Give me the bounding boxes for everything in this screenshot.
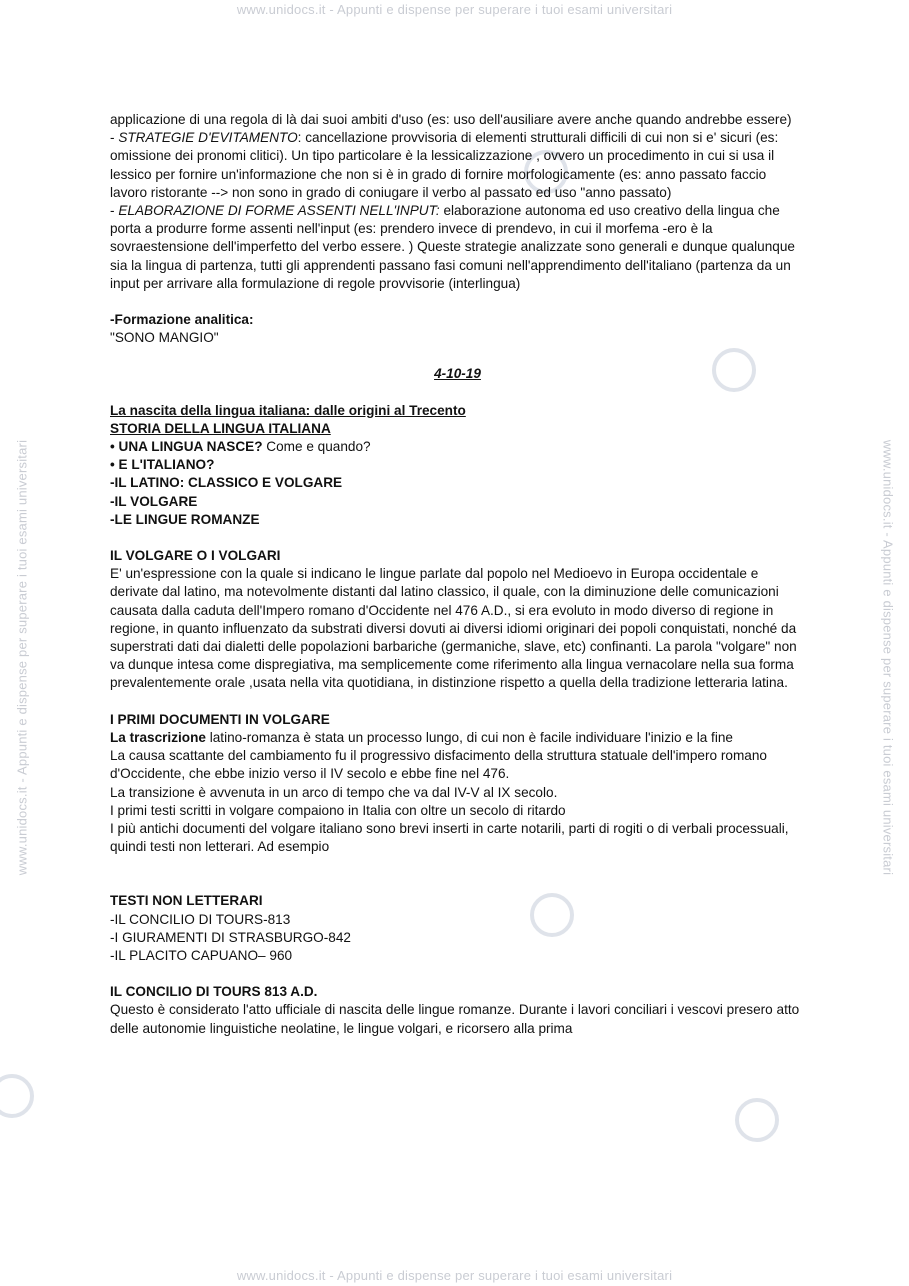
outline-item: • UNA LINGUA NASCE? Come e quando? [110,439,371,455]
testi-item: -I GIURAMENTI DI STRASBURGO-842 [110,929,351,945]
testi-item: -IL CONCILIO DI TOURS-813 [110,911,291,927]
outline-item: -IL VOLGARE [110,493,198,509]
watermark-side-left: www.unidocs.it - Appunti e dispense per superare i tuoi esami universitari [14,439,30,876]
testi-heading: TESTI NON LETTERARI [110,893,263,909]
watermark-logo-icon [0,1074,34,1118]
lecture-date: 4-10-19 [434,366,481,382]
watermark-logo-icon [735,1098,779,1142]
documenti-paragraph: I primi testi scritti in volgare compaiono in Italia con oltre un secolo di ritardo [110,802,566,818]
watermark-header: www.unidocs.it - Appunti e dispense per superare i tuoi esami universitari [236,2,673,17]
formazione-heading: -Formazione analitica: [110,312,254,328]
intro-paragraph: applicazione di una regola di là dai suoi ambiti d'uso (es: uso dell'ausiliare avere anche quando andrebbe essere) [110,112,792,127]
section-subtitle: STORIA DELLA LINGUA ITALIANA [110,420,331,436]
volgare-paragraph: E' un'espressione con la quale si indicano le lingue parlate dal popolo nel Medioevo in Europa occidentale e derivate dal latino, ma notevolmente distanti dal latino classico, il quale, con la diminuzione delle comunicazioni causata dalla caduta dell'Impero romano d'Occidente nel 476 A.D., si era evoluto in modo diverso di regione in regione, in quanto influenzato da substrati diversi dovuti ai diversi idiomi originari dei popoli conquistati, nonché da superstrati dati dai dialetti delle popolazioni barbariche (germaniche, slave, etc) confinanti. La parola "volgare" non va dunque intesa come dispregiativa, ma semplicemente come riferimento alla lingua vernacolare nella sua forma prevalentemente orale ,usata nella vita quotidiana, in distinzione rispetto a quella della tradizione letteraria latina. [110,566,797,691]
documenti-paragraph: La trascrizione latino-romanza è stata un processo lungo, di cui non è facile individuare l'inizio e la fine [110,729,733,745]
volgare-heading: IL VOLGARE O I VOLGARI [110,548,281,564]
testi-item: -IL PLACITO CAPUANO– 960 [110,947,293,963]
section-title: La nascita della lingua italiana: dalle origini al Trecento [110,402,466,418]
concilio-heading: IL CONCILIO DI TOURS 813 A.D. [110,984,318,1000]
documenti-heading: I PRIMI DOCUMENTI IN VOLGARE [110,711,330,727]
outline-item: • E L'ITALIANO? [110,457,215,473]
outline-item: -IL LATINO: CLASSICO E VOLGARE [110,475,343,491]
watermark-footer: www.unidocs.it - Appunti e dispense per superare i tuoi esami universitari [236,1268,673,1283]
watermark-side-right: www.unidocs.it - Appunti e dispense per superare i tuoi esami universitari [880,439,896,876]
formazione-example: "SONO MANGIO" [110,330,219,346]
documenti-paragraph: La transizione è avvenuta in un arco di tempo che va dal IV-V al IX secolo. [110,784,558,800]
elaborazione-term: ELABORAZIONE DI FORME ASSENTI NELL'INPUT: [118,203,440,219]
strategie-term: STRATEGIE D'EVITAMENTO [118,130,298,146]
strategie-paragraph: - STRATEGIE D'EVITAMENTO: cancellazione provvisoria di elementi strutturali difficili di cui non si e' sicuri (es: omissione dei pronomi clitici). Un tipo particolare è la lessicalizzazione , ovvero un procedimento in cui si usa il lessico per fornire un'informazione che non si è in grado di fornire morfologicamente (es: anno passato faccio lavoro ristorante --> non sono in grado di coniugare il verbo al passato ed uso "anno passato) [110,130,779,200]
documenti-paragraph: I più antichi documenti del volgare italiano sono brevi inserti in carte notarili, parti di rogiti o di verbali processuali, quindi testi non letterari. Ad esempio [110,820,789,855]
outline-item: -LE LINGUE ROMANZE [110,511,260,527]
elaborazione-paragraph: - ELABORAZIONE DI FORME ASSENTI NELL'INPUT: elaborazione autonoma ed uso creativo della lingua che porta a produrre forme assenti nell'input (es: prendero invece di prendevo, in cui il morfema -ero è la sovraestensione dell'imperfetto del verbo essere. ) Queste strategie analizzate sono generali e dunque qualunque sia la lingua di partenza, tutti gli apprendenti passano fasi comuni nell'apprendimento dell'italiano (partenza da un input per arrivare alla formulazione di regole provvisorie (interlingua) [110,203,795,291]
documenti-paragraph: La causa scattante del cambiamento fu il progressivo disfacimento della struttura statuale dell'impero romano d'Occidente, che ebbe inizio verso il IV secolo e ebbe fine nel 476. [110,748,767,782]
document-body [110,111,805,1038]
concilio-paragraph: Questo è considerato l'atto ufficiale di nascita delle lingue romanze. Durante i lavori conciliari i vescovi presero atto delle autonomie linguistiche neolatine, le lingue volgari, e ricorsero alla prima [110,1002,800,1036]
